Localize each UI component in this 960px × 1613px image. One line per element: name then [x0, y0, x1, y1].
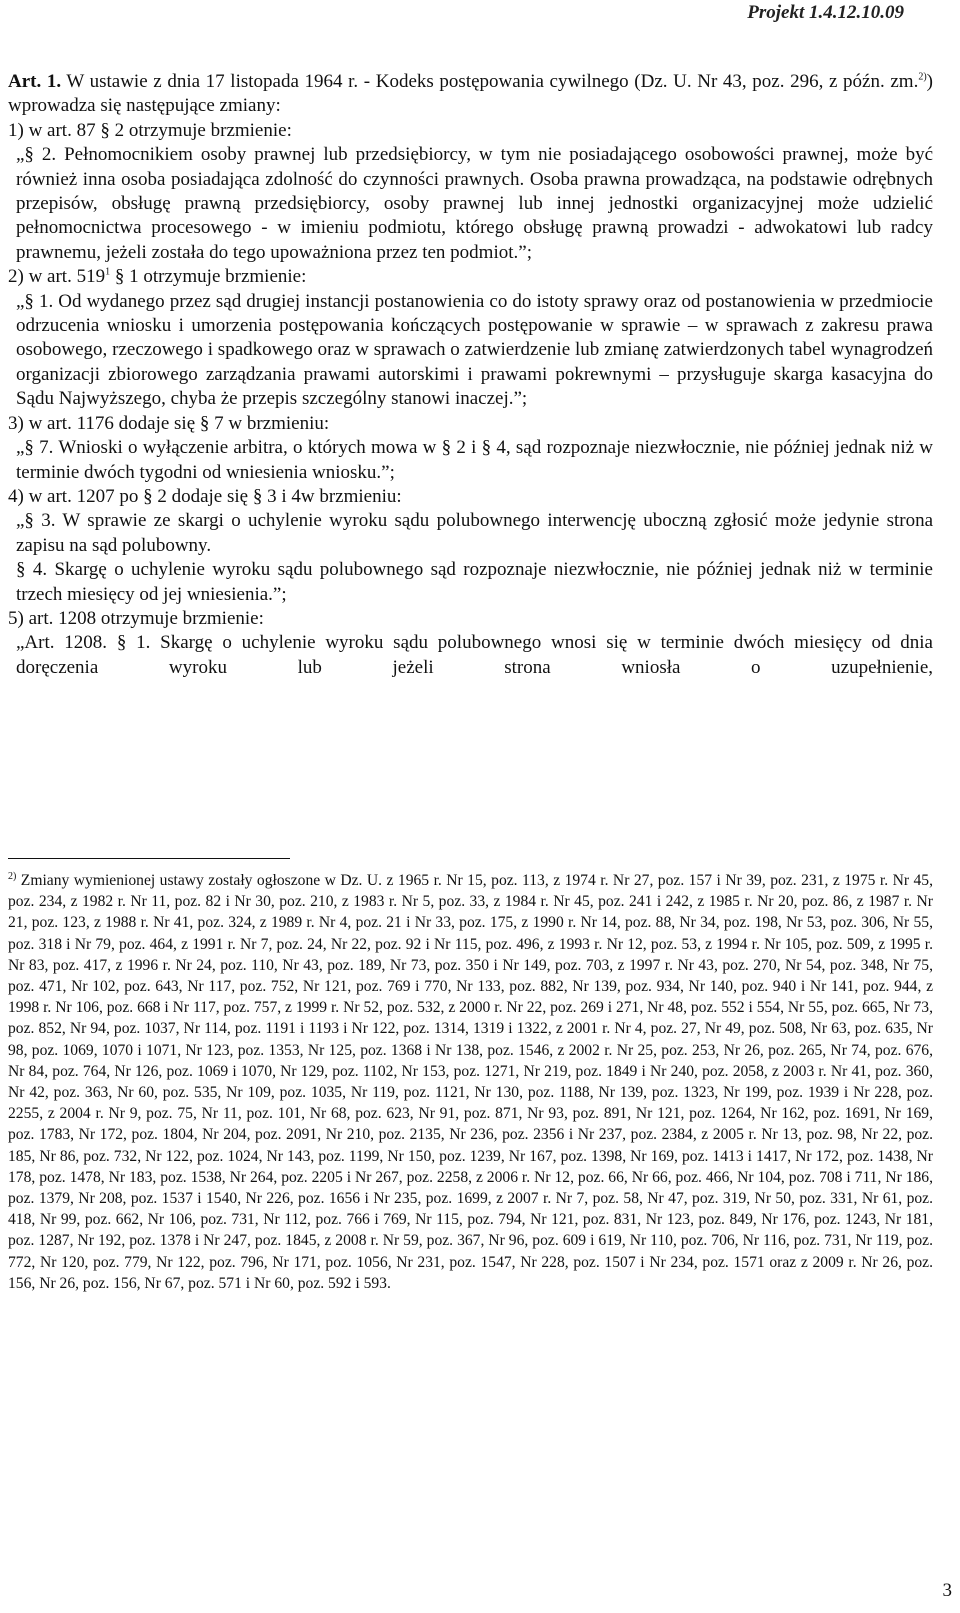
amendment-text-art1176: „§ 7. Wnioski o wyłączenie arbitra, o których mowa w § 2 i § 4, sąd rozpoznaje niezwłocznie, nie później jednak niż w terminie dwóch tygodni od wniesienia wniosku.”; [16, 437, 933, 483]
amendment-point-1: 1) w art. 87 § 2 otrzymuje brzmienie: [8, 119, 292, 141]
document-body [8, 70, 933, 680]
footnote-paragraph [8, 870, 933, 1294]
footnote-text: Zmiany wymienionej ustawy zostały ogłoszone w Dz. U. z 1965 r. Nr 15, poz. 113, z 1974 r. Nr 27, poz. 157 i Nr 39, poz. 231, z 1975 r. Nr 45, poz. 234, z 1982 r. Nr 11, poz. 82 i Nr 30, poz. 210, z 1983 r. Nr 5, poz. 33, z 1984 r. Nr 45, poz. 241 i 242, z 1985 r. Nr 20, poz. 86, z 1987 r. Nr 21, poz. 123, z 1988 r. Nr 41, poz. 324, z 1989 r. Nr 4, poz. 21 i Nr 33, poz. 175, z 1990 r. Nr 14, poz. 88, Nr 34, poz. 198, Nr 53, poz. 306, Nr 55, poz. 318 i Nr 79, poz. 464, z 1991 r. Nr 7, poz. 24, Nr 22, poz. 92 i Nr 115, poz. 496, z 1993 r. Nr 12, poz. 53, z 1994 r. Nr 105, poz. 509, z 1995 r. Nr 83, poz. 417, z 1996 r. Nr 24, poz. 110, Nr 43, poz. 189, Nr 73, poz. 350 i Nr 149, poz. 703, z 1997 r. Nr 43, poz. 270, Nr 54, poz. 348, Nr 75, poz. 471, Nr 102, poz. 643, Nr 117, poz. 752, Nr 121, poz. 769 i 770, Nr 133, poz. 882, Nr 139, poz. 934, Nr 140, poz. 940 i Nr 141, poz. 944, z 1998 r. Nr 106, poz. 668 i Nr 117, poz. 757, z 1999 r. Nr 52, poz. 532, z 2000 r. Nr 22, poz. 269 i 271, Nr 48, poz. 552 i 554, Nr 55, poz. 665, Nr 73, poz. 852, Nr 94, poz. 1037, Nr 114, poz. 1191 i 1193 i Nr 122, poz. 1314, 1319 i 1322, z 2001 r. Nr 4, poz. 27, Nr 49, poz. 508, Nr 63, poz. 635, Nr 98, poz. 1069, 1070 i 1071, Nr 123, poz. 1353, Nr 125, poz. 1368 i Nr 138, poz. 1546, z 2002 r. Nr 25, poz. 253, Nr 26, poz. 265, Nr 74, poz. 676, Nr 84, poz. 764, Nr 126, poz. 1069 i 1070, Nr 129, poz. 1102, Nr 153, poz. 1271, Nr 219, poz. 1849 i Nr 240, poz. 2058, z 2003 r. Nr 41, poz. 360, Nr 42, poz. 363, Nr 60, poz. 535, Nr 109, poz. 1035, Nr 119, poz. 1121, Nr 130, poz. 1188, Nr 139, poz. 1323, Nr 199, poz. 1939 i Nr 228, poz. 2255, z 2004 r. Nr 9, poz. 75, Nr 11, poz. 101, Nr 68, poz. 623, Nr 91, poz. 871, Nr 93, poz. 891, Nr 121, poz. 1264, Nr 162, poz. 1691, Nr 169, poz. 1783, Nr 172, poz. 1804, Nr 204, poz. 2091, Nr 210, poz. 2135, Nr 236, poz. 2356 i Nr 237, poz. 2384, z 2005 r. Nr 13, poz. 98, Nr 22, poz. 185, Nr 86, poz. 732, Nr 122, poz. 1024, Nr 143, poz. 1199, Nr 150, poz. 1239, Nr 167, poz. 1398, Nr 169, poz. 1413 i 1417, Nr 172, poz. 1438, Nr 178, poz. 1478, Nr 183, poz. 1538, Nr 264, poz. 2205 i Nr 267, poz. 2258, z 2006 r. Nr 12, poz. 66, Nr 66, poz. 466, Nr 104, poz. 708 i 711, Nr 186, poz. 1379, Nr 208, poz. 1537 i 1540, Nr 226, poz. 1656 i Nr 235, poz. 1699, z 2007 r. Nr 7, poz. 58, Nr 47, poz. 319, Nr 50, poz. 331, Nr 61, poz. 418, Nr 99, poz. 662, Nr 106, poz. 731, Nr 112, poz. 766 i 769, Nr 115, poz. 794, Nr 121, poz. 831, Nr 123, poz. 849, Nr 176, poz. 1243, Nr 181, poz. 1287, Nr 192, poz. 1378 i Nr 247, poz. 1845, z 2008 r. Nr 59, poz. 367, Nr 96, poz. 609 i 619, Nr 110, poz. 706, Nr 116, poz. 731, Nr 119, poz. 772, Nr 120, poz. 779, Nr 122, poz. 796, Nr 171, poz. 1056, Nr 231, poz. 1547, Nr 228, poz. 1507 i Nr 234, poz. 1571 oraz z 2009 r. Nr 26, poz. 156, Nr 26, poz. 156, Nr 67, poz. 571 i Nr 60, poz. 592 i 593. [8, 872, 933, 1292]
amendment-point-4: 4) w art. 1207 po § 2 dodaje się § 3 i 4w brzmieniu: [8, 485, 402, 507]
page-number: 3 [942, 1580, 952, 1601]
article-intro-text-b: ) wprowadza się następujące zmiany: [8, 71, 933, 117]
amendment-point-5: 5) art. 1208 otrzymuje brzmienie: [8, 607, 264, 629]
footnote-ref: 2) [918, 71, 927, 83]
amendment-text-art1207-par4: § 4. Skargę o uchylenie wyroku sądu polubownego sąd rozpoznaje niezwłocznie, nie później jednak niż w terminie trzech miesięcy od jej wniesienia.”; [16, 559, 933, 605]
footnote [8, 870, 933, 1294]
point-2-text-b: § 1 otrzymuje brzmienie: [110, 266, 307, 288]
article-label: Art. 1. [8, 71, 62, 92]
article-1-intro [8, 70, 933, 119]
art-superscript: 1 [105, 266, 111, 278]
amendment-text-art519: „§ 1. Od wydanego przez sąd drugiej instancji postanowienia co do istoty sprawy oraz od postanowienia w przedmiocie odrzucenia wniosku i umorzenia postępowania kończących postępowanie w sprawie – w sprawach z zakresu prawa osobowego, rzeczowego i spadkowego oraz w sprawach o zatwierdzenie lub zmianę zatwierdzonych tabel wynagrodzeń organizacji zbiorowego zarządzania prawami autorskimi i prawami pokrewnymi – przysługuje skarga kasacyjna do Sądu Najwyższego, chyba że przepis szczególny stanowi inaczej.”; [16, 290, 933, 410]
article-intro-text-a: W ustawie z dnia 17 listopada 1964 r. - Kodeks postępowania cywilnego (Dz. U. Nr 43, poz. 296, z późn. zm. [61, 71, 919, 92]
amendment-text-art87: „§ 2. Pełnomocnikiem osoby prawnej lub przedsiębiorcy, w tym nie posiadającego osobowości prawnej, może być również inna osoba posiadająca zdolność do czynności prawnych. Osoba prawna prowadząca, na podstawie odrębnych przepisów, obsługę prawną przedsiębiorcy, osoby prawnej lub innej jednostki organizacyjnej może udzielić pełnomocnictwa procesowego - w imieniu podmiotu, którego obsługę prawną prowadzi - adwokatowi lub radcy prawnemu, jeżeli została do tego upoważniona przez ten podmiot.”; [16, 144, 933, 263]
amendment-text-art1207-par3: „§ 3. W sprawie ze skargi o uchylenie wyroku sądu polubownego interwencję uboczną zgłosić może jedynie strona zapisu na sąd polubowny. [16, 510, 933, 556]
footnote-divider [8, 858, 290, 859]
amendment-text-art1208: „Art. 1208. § 1. Skargę o uchylenie wyroku sądu polubownego wnosi się w terminie dwóch miesięcy od dnia doręczenia wyroku lub jeżeli strona wniosła o uzupełnienie, [16, 632, 933, 678]
amendment-point-3: 3) w art. 1176 dodaje się § 7 w brzmieniu: [8, 412, 330, 434]
point-2-text-a: 2) w art. 519 [8, 266, 106, 288]
amendment-point-2 [8, 265, 933, 289]
footnote-marker: 2) [8, 870, 17, 882]
project-header: Projekt 1.4.12.10.09 [747, 2, 904, 23]
